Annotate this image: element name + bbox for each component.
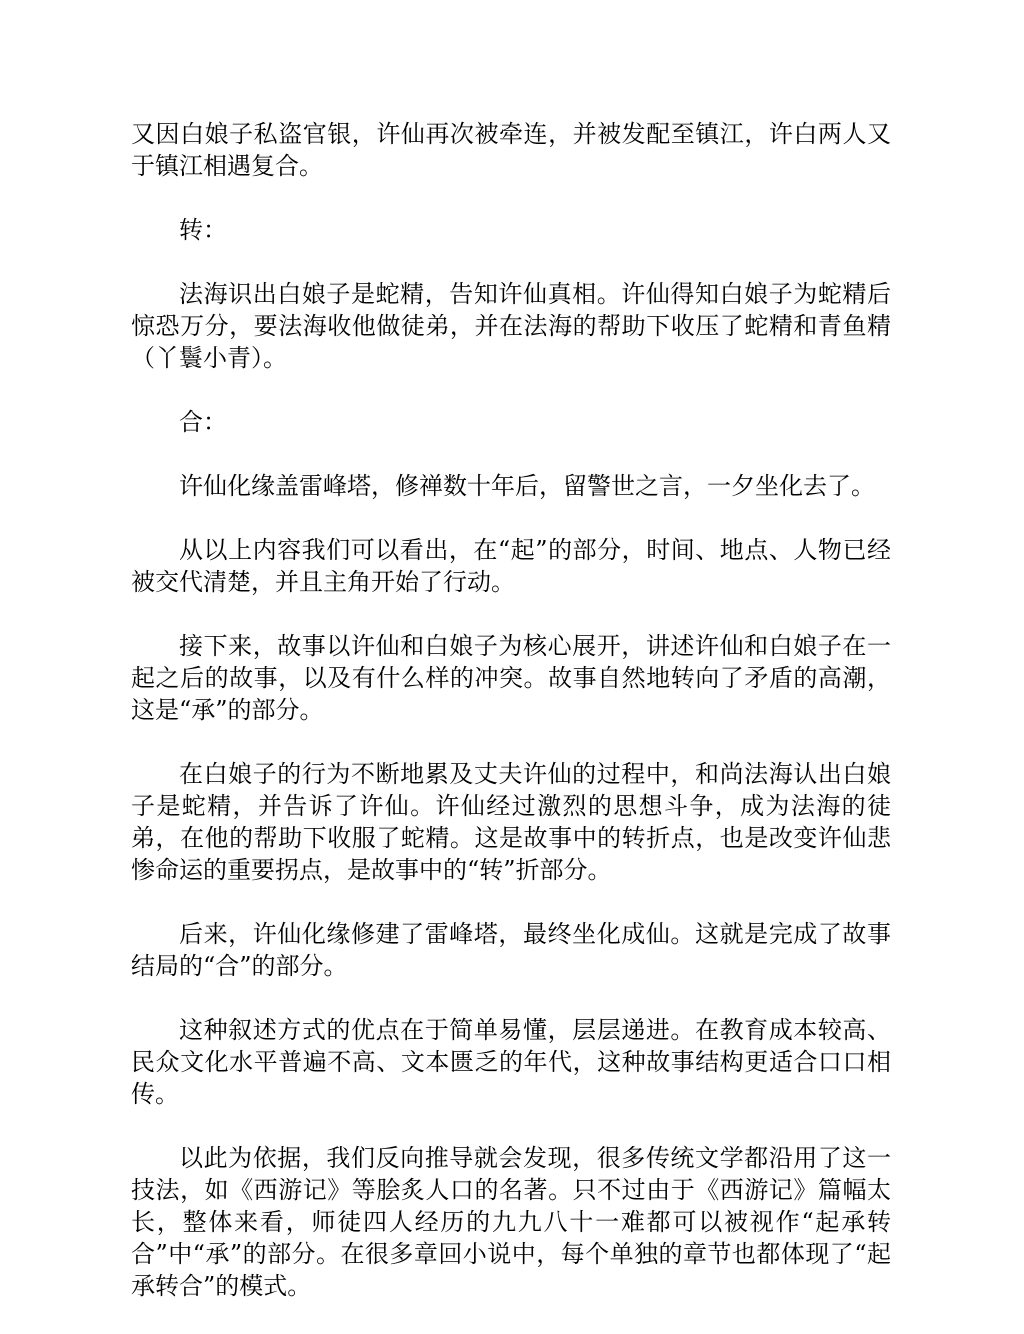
section-heading-zhuan: 转：: [179, 216, 227, 244]
paragraph-he-analysis: 后来，许仙化缘修建了雷峰塔，最终坐化成仙。这就是完成了故事结局的“合”的部分。: [131, 920, 891, 980]
paragraph-zhuan-summary: 法海识出白娘子是蛇精，告知许仙真相。许仙得知白娘子为蛇精后惊恐万分，要法海收他做徒弟，并在法海的帮助下收压了蛇精和青鱼精（丫鬟小青）。: [131, 280, 891, 372]
paragraph-xiyouji-example: 以此为依据，我们反向推导就会发现，很多传统文学都沿用了这一技法，如《西游记》等脍炙人口的名著。只不过由于《西游记》篇幅太长，整体来看，师徒四人经历的九九八十一难都可以被视作“起承转合”中“承”的部分。在很多章回小说中，每个单独的章节也都体现了“起承转合”的模式。: [131, 1144, 891, 1300]
section-heading-he: 合：: [179, 408, 227, 436]
document-page: [131, 118, 891, 1334]
paragraph-qi-analysis: 从以上内容我们可以看出，在“起”的部分，时间、地点、人物已经被交代清楚，并且主角开始了行动。: [131, 536, 891, 596]
paragraph-cheng-analysis: 接下来，故事以许仙和白娘子为核心展开，讲述许仙和白娘子在一起之后的故事，以及有什么样的冲突。故事自然地转向了矛盾的高潮，这是“承”的部分。: [131, 632, 891, 724]
paragraph-zhuan-analysis: 在白娘子的行为不断地累及丈夫许仙的过程中，和尚法海认出白娘子是蛇精，并告诉了许仙。许仙经过激烈的思想斗争，成为法海的徒弟，在他的帮助下收服了蛇精。这是故事中的转折点，也是改变许仙悲惨命运的重要拐点，是故事中的“转”折部分。: [131, 760, 891, 884]
paragraph-continuation: 又因白娘子私盗官银，许仙再次被牵连，并被发配至镇江，许白两人又于镇江相遇复合。: [131, 120, 891, 180]
paragraph-advantages: 这种叙述方式的优点在于简单易懂，层层递进。在教育成本较高、民众文化水平普遍不高、文本匮乏的年代，这种故事结构更适合口口相传。: [131, 1016, 891, 1108]
paragraph-he-summary: 许仙化缘盖雷峰塔，修禅数十年后，留警世之言，一夕坐化去了。: [179, 472, 875, 500]
